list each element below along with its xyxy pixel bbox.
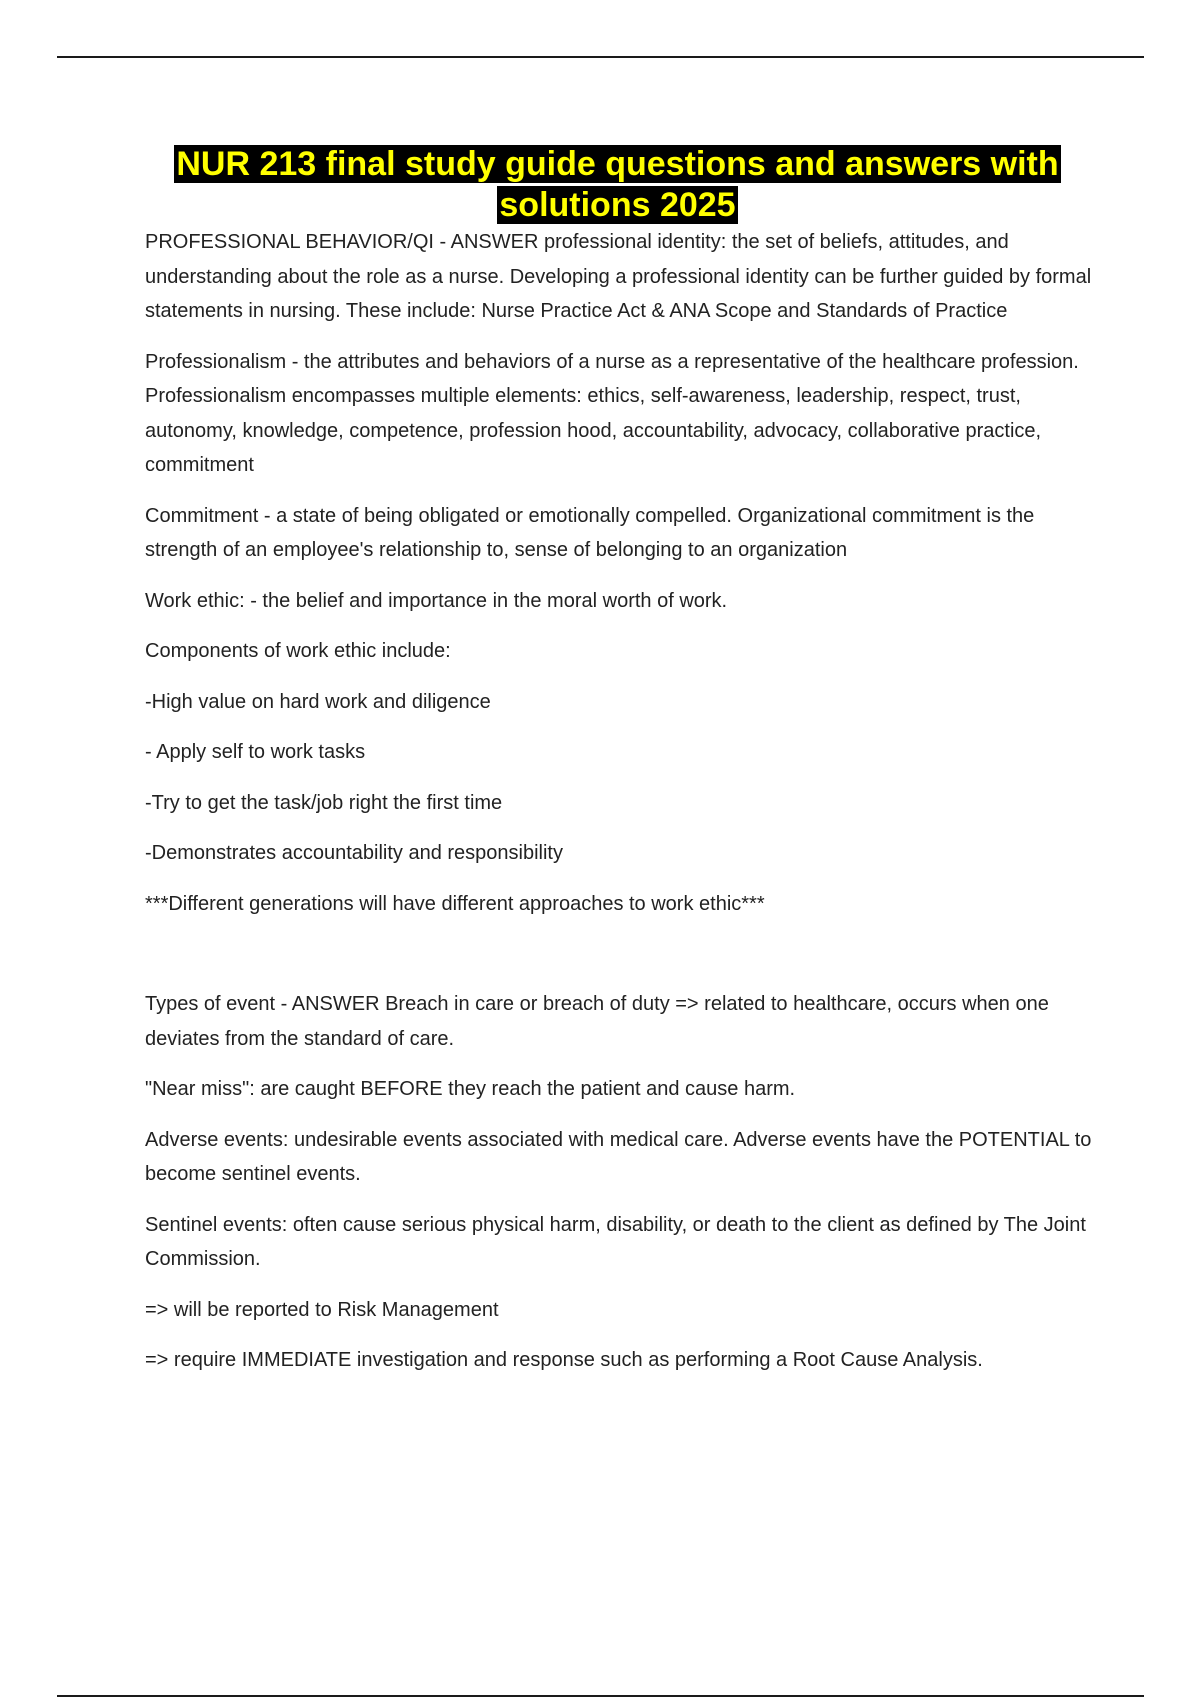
top-rule [57,56,1144,58]
title-line-1: NUR 213 final study guide questions and answers with [176,145,1059,183]
list-item: - Apply self to work tasks [145,741,366,763]
title-line-2: solutions 2025 [499,186,736,224]
list-item: => will be reported to Risk Management [145,1298,499,1321]
section-spacer [145,937,1095,987]
list-item: -Demonstrates accountability and responsibility [145,842,563,864]
paragraph-adverse-events: Adverse events: undesirable events associated with medical care. Adverse events have the POTENTIAL to become sentinel events. [145,1128,1092,1185]
paragraph-professionalism: Professionalism - the attributes and behaviors of a nurse as a representative of the healthcare profession. Professionalism encompasses multiple elements: ethics, self-awareness, leadership, respect, trust, autonomy, knowledge, competence, profession hood, accountability, advocacy, collaborative practice, commitment [145,350,1079,476]
paragraph-types-of-event: Types of event - ANSWER Breach in care or breach of duty => related to healthcare, occurs when one deviates from the standard of care. [145,993,1049,1050]
list-item: -High value on hard work and diligence [145,690,491,713]
paragraph-near-miss: "Near miss": are caught BEFORE they reach the patient and cause harm. [145,1078,796,1100]
paragraph-work-ethic: Work ethic: - the belief and importance in the moral worth of work. [145,589,728,612]
page-title [140,144,1095,226]
paragraph-components-heading: Components of work ethic include: [145,640,451,662]
paragraph-professional-behavior: PROFESSIONAL BEHAVIOR/QI - ANSWER professional identity: the set of beliefs, attitudes, and understanding about the role as a nurse. Developing a professional identity can be further guided by formal statements in nursing. These include: Nurse Practice Act & ANA Scope and Standards of Practice [145,231,1092,322]
list-item: -Try to get the task/job right the first time [145,791,503,814]
paragraph-sentinel-events: Sentinel events: often cause serious physical harm, disability, or death to the client as defined by The Joint Commission. [145,1213,1086,1270]
paragraph-generations-note: ***Different generations will have different approaches to work ethic*** [145,892,765,915]
bottom-rule [57,1695,1144,1697]
document-body [145,225,1095,1394]
paragraph-commitment: Commitment - a state of being obligated or emotionally compelled. Organizational commitment is the strength of an employee's relationship to, sense of belonging to an organization [145,504,1035,561]
list-item: => require IMMEDIATE investigation and response such as performing a Root Cause Analysis. [145,1349,983,1371]
